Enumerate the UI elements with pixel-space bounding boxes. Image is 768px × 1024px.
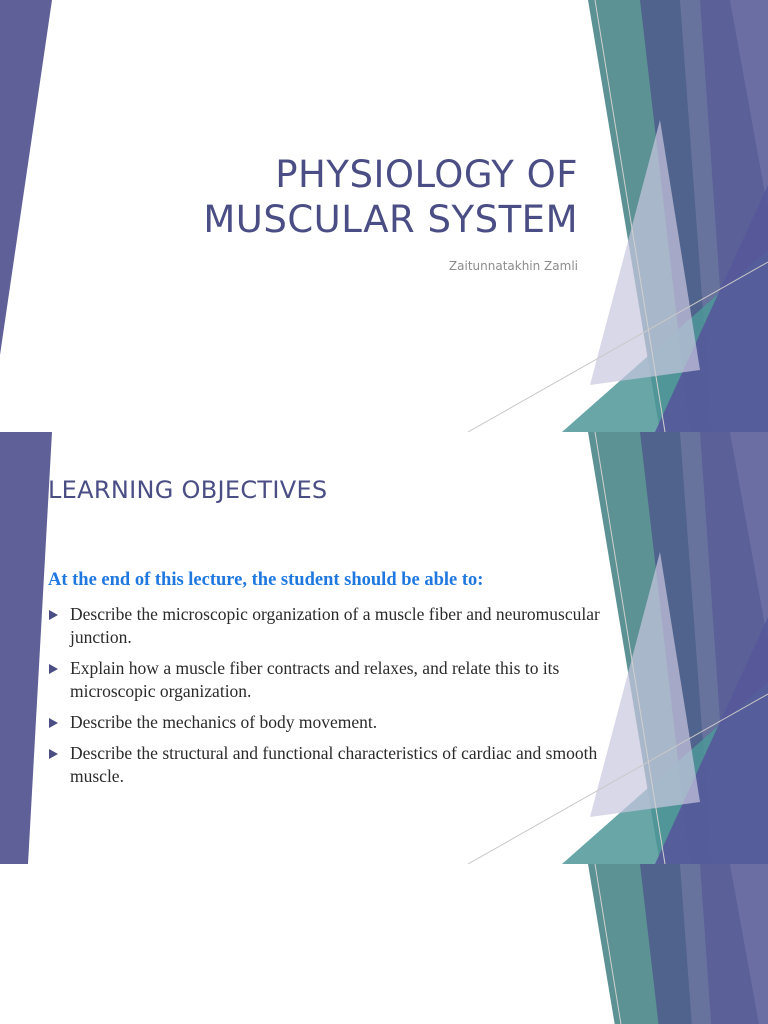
next-slide [0,864,768,1024]
triangle-bullet-icon [49,610,58,620]
presentation-title [203,152,578,242]
objectives-slide [0,432,768,864]
list-item [48,742,648,788]
list-item-text: Describe the microscopic organization of a muscle fiber and neuromuscular junction. [70,604,600,647]
objectives-heading: LEARNING OBJECTIVES [48,476,328,504]
left-accent-shape [0,0,52,355]
list-item [48,603,648,649]
title-line-2: MUSCULAR SYSTEM [203,198,578,241]
list-item [48,711,648,734]
triangle-bullet-icon [49,664,58,674]
list-item [48,657,648,703]
triangle-bullet-icon [49,718,58,728]
author-name: Zaitunnatakhin Zamli [448,259,578,273]
list-item-text: Describe the mechanics of body movement. [70,712,378,732]
list-item-text: Describe the structural and functional characteristics of cardiac and smooth muscle. [70,743,598,786]
purple-edge-shape [700,864,768,1024]
title-slide [0,0,768,432]
left-accent-shape [0,432,52,864]
slide-decoration [0,864,768,1024]
title-line-1: PHYSIOLOGY OF [275,153,578,196]
objectives-intro: At the end of this lecture, the student should be able to: [48,570,484,590]
objectives-list [48,603,648,796]
triangle-bullet-icon [49,749,58,759]
list-item-text: Explain how a muscle fiber contracts and relaxes, and relate this to its microscopic organization. [70,658,560,701]
